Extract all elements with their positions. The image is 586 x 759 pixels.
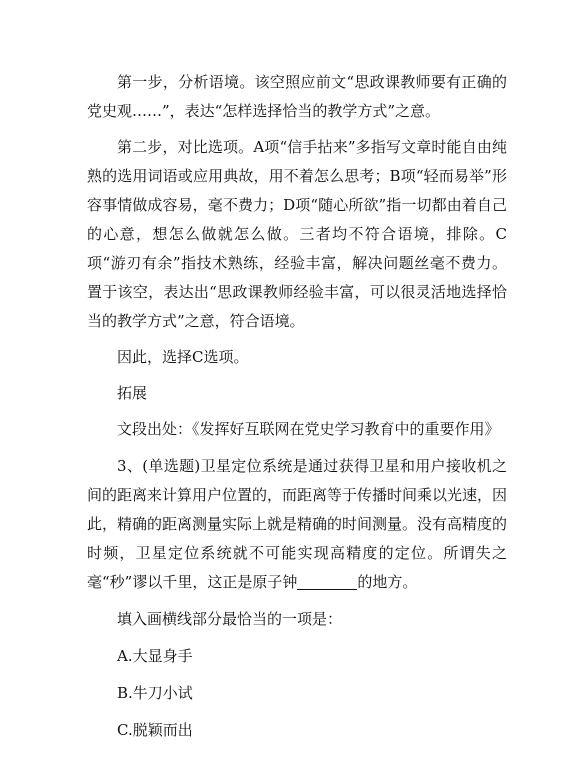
- question-stem: [87, 452, 507, 597]
- paragraph-conclusion: 因此，选择C选项。: [117, 348, 249, 366]
- question-prompt: 填入画横线部分最恰当的一项是：: [117, 610, 343, 628]
- answer-blank: [297, 573, 357, 590]
- paragraph-source: 文段出处：《发挥好互联网在党史学习教育中的重要作用》: [117, 420, 500, 438]
- paragraph-step-two: 第二步，对比选项。A项“信手拈来”多指写文章时能自由纯熟的选用词语或应用典故，用不着怎么思考；B项“轻而易举”形容事情做成容易，毫不费力；D项“随心所欲”指一切都由着自己的心意，想怎么做就怎么做。三者均不符合语境，排除。C项“游刃有余”指技术熟练，经验丰富，解决问题丝毫不费力。置于该空，表达出“思政课教师经验丰富，可以很灵活地选择恰当的教学方式”之意，符合语境。: [87, 138, 507, 330]
- paragraph-step-one: 第一步，分析语境。该空照应前文“思政课教师要有正确的党史观……”，表达“怎样选择恰当的教学方式”之意。: [87, 73, 507, 120]
- question-text: 3、(单选题)卫星定位系统是通过获得卫星和用户接收机之间的距离来计算用户位置的，而距离等于传播时间乘以光速，因此，精确的距离测量实际上就是精确的时间测量。没有高精度的时频，卫星定位系统就不可能实现高精度的定位。所谓失之毫“秒”谬以千里，这正是原子钟: [87, 457, 508, 591]
- option-c: C.脱颖而出: [117, 721, 193, 739]
- question-text-tail: 的地方。: [357, 573, 418, 591]
- section-heading-extension: 拓展: [117, 384, 148, 402]
- document-page: [87, 68, 507, 745]
- option-b: B.牛刀小试: [117, 684, 193, 702]
- option-a: A.大显身手: [117, 647, 193, 665]
